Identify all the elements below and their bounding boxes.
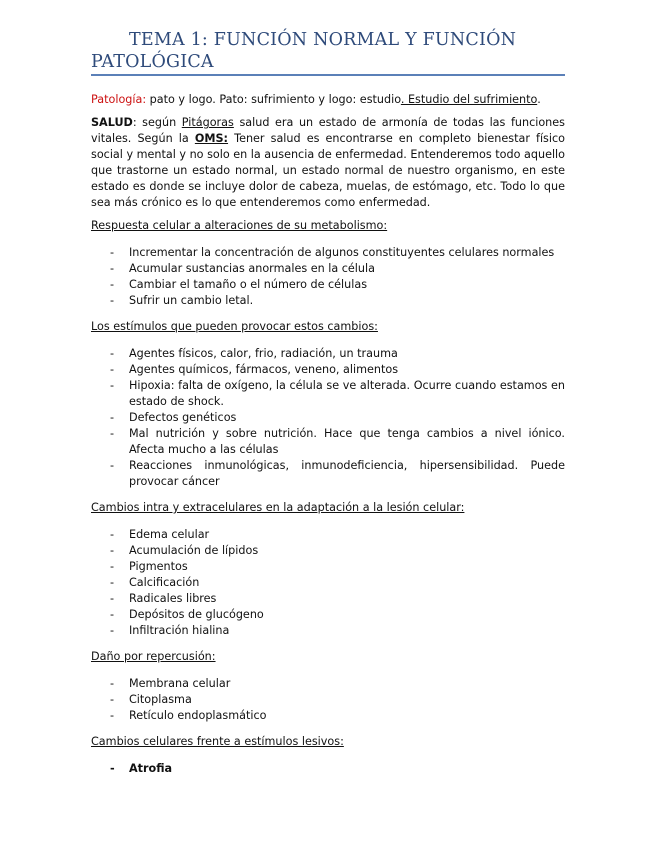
patologia-link: . Estudio del sufrimiento (400, 93, 538, 106)
list-item: - Membrana celular (91, 676, 565, 692)
patologia-paragraph (91, 92, 565, 108)
list-item: - Acumular sustancias anormales en la célula (91, 261, 565, 277)
list-item: - Sufrir un cambio letal. (91, 293, 565, 309)
list-dano (91, 676, 565, 724)
list-cambios-intra (91, 527, 565, 639)
document-body (91, 92, 565, 787)
section-heading-cambios-intra: Cambios intra y extracelulares en la adaptación a la lesión celular: (91, 501, 465, 514)
salud-label: SALUD (91, 116, 133, 129)
section-heading-cambios-celulares: Cambios celulares frente a estímulos lesivos: (91, 735, 344, 748)
patologia-label: Patología: (91, 93, 147, 106)
salud-paragraph (91, 115, 565, 211)
list-item: - Acumulación de lípidos (91, 543, 565, 559)
list-item: - Depósitos de glucógeno (91, 607, 565, 623)
list-respuesta (91, 245, 565, 309)
list-item: - Radicales libres (91, 591, 565, 607)
title-divider (91, 74, 565, 76)
patologia-end: . (537, 93, 541, 106)
patologia-text: pato y logo. Pato: sufrimiento y logo: estudio (146, 93, 401, 106)
section-heading-estimulos: Los estímulos que pueden provocar estos cambios: (91, 320, 378, 333)
list-item: - Reacciones inmunológicas, inmunodeficiencia, hipersensibilidad. Puede provocar cáncer (91, 458, 565, 490)
salud-text-2: salud era un estado de armonía de todas las funciones vitales. Según la (91, 116, 565, 145)
salud-text-3: Tener salud es encontrarse en completo bienestar físico social y mental y no solo en la ausencia de enfermedad. Entenderemos todo aquello que trastorne un estado normal, un estado normal de nuestro organismo, en este estado es donde se incluye dolor de cabeza, muelas, de estómago, etc. Todo lo que sea más crónico es lo que entenderemos como enfermedad. (91, 132, 566, 209)
list-item: - Citoplasma (91, 692, 565, 708)
page-title (91, 29, 565, 73)
list-item: - Incrementar la concentración de algunos constituyentes celulares normales (91, 245, 565, 261)
title-line-1: TEMA 1: FUNCIÓN NORMAL Y FUNCIÓN (129, 30, 517, 50)
list-item: - Cambiar el tamaño o el número de células (91, 277, 565, 293)
pitagoras-term: Pitágoras (181, 116, 234, 129)
oms-term: OMS: (194, 132, 229, 145)
list-item: - Mal nutrición y sobre nutrición. Hace que tenga cambios a nivel iónico. Afecta mucho a las células (91, 426, 565, 458)
list-item: - Atrofia (91, 761, 565, 777)
list-item: - Calcificación (91, 575, 565, 591)
list-cambios-celulares (91, 761, 565, 777)
list-item: - Retículo endoplasmático (91, 708, 565, 724)
salud-text-1: : según (132, 116, 182, 129)
list-item: - Edema celular (91, 527, 565, 543)
list-item: - Hipoxia: falta de oxígeno, la célula se ve alterada. Ocurre cuando estamos en estado de shock. (91, 378, 565, 410)
list-item: - Defectos genéticos (91, 410, 565, 426)
section-heading-respuesta: Respuesta celular a alteraciones de su metabolismo: (91, 219, 388, 232)
list-item: - Agentes químicos, fármacos, veneno, alimentos (91, 362, 565, 378)
list-item: - Infiltración hialina (91, 623, 565, 639)
section-heading-dano: Daño por repercusión: (91, 650, 216, 663)
title-line-2: PATOLÓGICA (91, 52, 214, 72)
list-item: - Agentes físicos, calor, frio, radiación, un trauma (91, 346, 565, 362)
list-estimulos (91, 346, 565, 490)
list-item: - Pigmentos (91, 559, 565, 575)
